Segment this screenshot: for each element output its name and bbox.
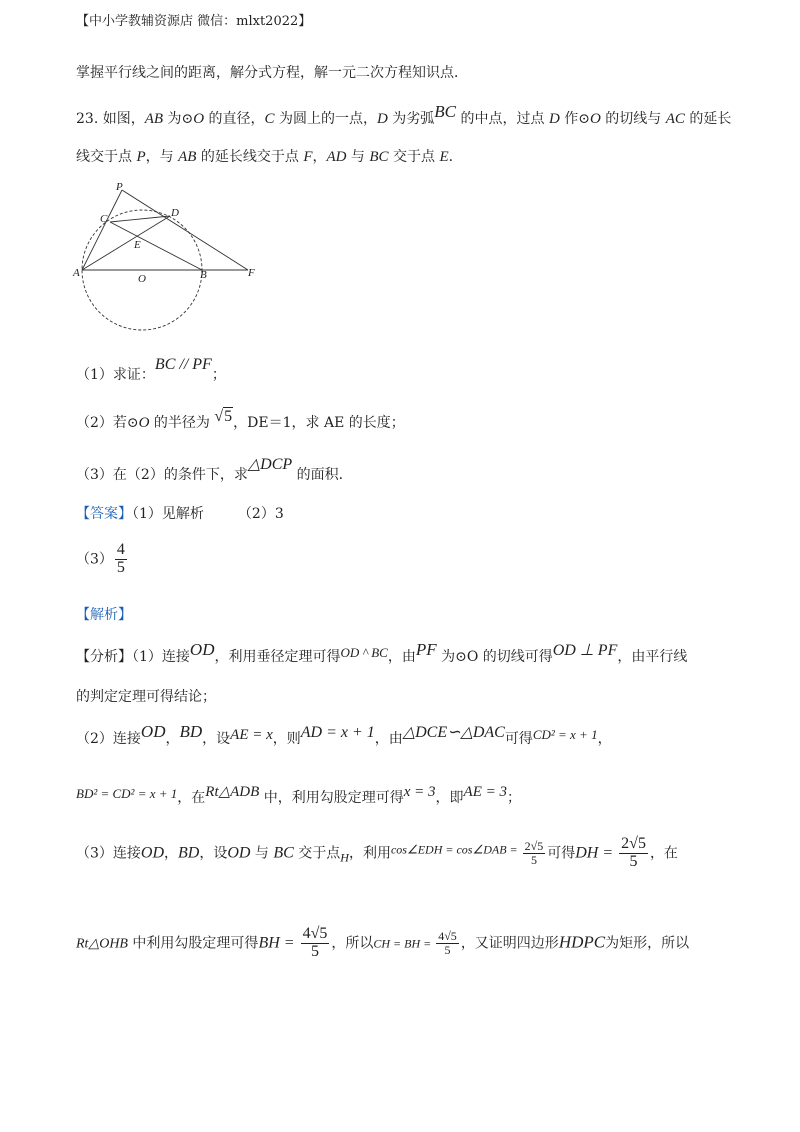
label-c: C bbox=[100, 213, 108, 225]
analysis-line-1: 【分析】（1）连接OD，利用垂径定理可得OD ^ BC，由PF 为⊙O 的切线可得OD ⊥ PF，由平行线 bbox=[76, 640, 688, 665]
analysis-line-6: Rt△OHB 中利用勾股定理可得BH = $\frac{4√5}{5}$ ，所以CH = BH = $\frac{4√5}{5}$ ，又证明四边形HDPC为矩形，所以 bbox=[76, 925, 690, 960]
label-a: A bbox=[73, 267, 80, 279]
text-line-1: 掌握平行线之间的距离，解分式方程，解一元二次方程知识点． bbox=[76, 65, 468, 81]
problem-line-1: 23. 如图，AB 为⊙O 的直径，C 为圆上的一点，D 为劣弧BC 的中点，过点 D 作⊙O 的切线与 AC 的延长 bbox=[76, 102, 732, 127]
analysis-tag: 【解析】 bbox=[76, 607, 132, 623]
bh-fraction: $\frac{4√5}{5}$ bbox=[302, 925, 328, 960]
cos-fraction: $\frac{2√5}{5}$ bbox=[524, 839, 544, 867]
dh-fraction: $\frac{2√5}{5}$ bbox=[621, 835, 646, 870]
answer-line: 【答案】（1）见解析 （2）3 bbox=[76, 506, 284, 522]
question-3: （3）在（2）的条件下，求△DCP 的面积． bbox=[76, 456, 353, 483]
radius-sqrt: √5 bbox=[214, 408, 233, 425]
problem-line-2: 线交于点 P，与 AB 的延长线交于点 F，AD 与 BC 交于点 E． bbox=[76, 149, 463, 165]
ch-fraction: $\frac{4√5}{5}$ bbox=[438, 929, 457, 957]
analysis-line-4: BD² = CD² = x + 1，在Rt△ADB 中，利用勾股定理可得x = 3，即AE = 3； bbox=[76, 784, 521, 806]
line-pf bbox=[122, 190, 248, 270]
question-1: （1）求证：BC // PF； bbox=[76, 356, 226, 383]
label-p: P bbox=[116, 181, 123, 193]
label-e: E bbox=[134, 239, 141, 251]
arc-bc: BC bbox=[434, 102, 457, 121]
analysis-line-2: 的判定定理可得结论； bbox=[76, 689, 216, 705]
line-cb bbox=[110, 222, 202, 270]
answer-tag: 【答案】 bbox=[76, 506, 132, 522]
page-header: 【中小学教辅资源店 微信：mlxt2022】 bbox=[76, 14, 312, 29]
label-o: O bbox=[138, 273, 146, 285]
answer-3: （3） $\frac{4}{5}$ bbox=[76, 541, 125, 576]
question-2: （2）若⊙O 的半径为 √5，DE＝1，求 AE 的长度； bbox=[76, 408, 405, 431]
label-b: B bbox=[200, 269, 207, 281]
answer-3-fraction: $\frac{4}{5}$ bbox=[116, 541, 125, 576]
analysis-line-3: （2）连接OD，BD，设AE = x，则AD = x + 1，由△DCE∽△DAC可得CD² = x + 1， bbox=[76, 722, 612, 747]
analysis-line-5: （3）连接OD，BD，设OD 与 BC 交于点H，利用cos∠EDH = cos∠DAB = $\frac{2√5}{5}$ 可得DH = $\frac{2√5}{5}$ ，在 bbox=[76, 835, 678, 870]
label-d: D bbox=[171, 207, 179, 219]
geometry-diagram bbox=[70, 178, 270, 338]
label-f: F bbox=[248, 267, 255, 279]
